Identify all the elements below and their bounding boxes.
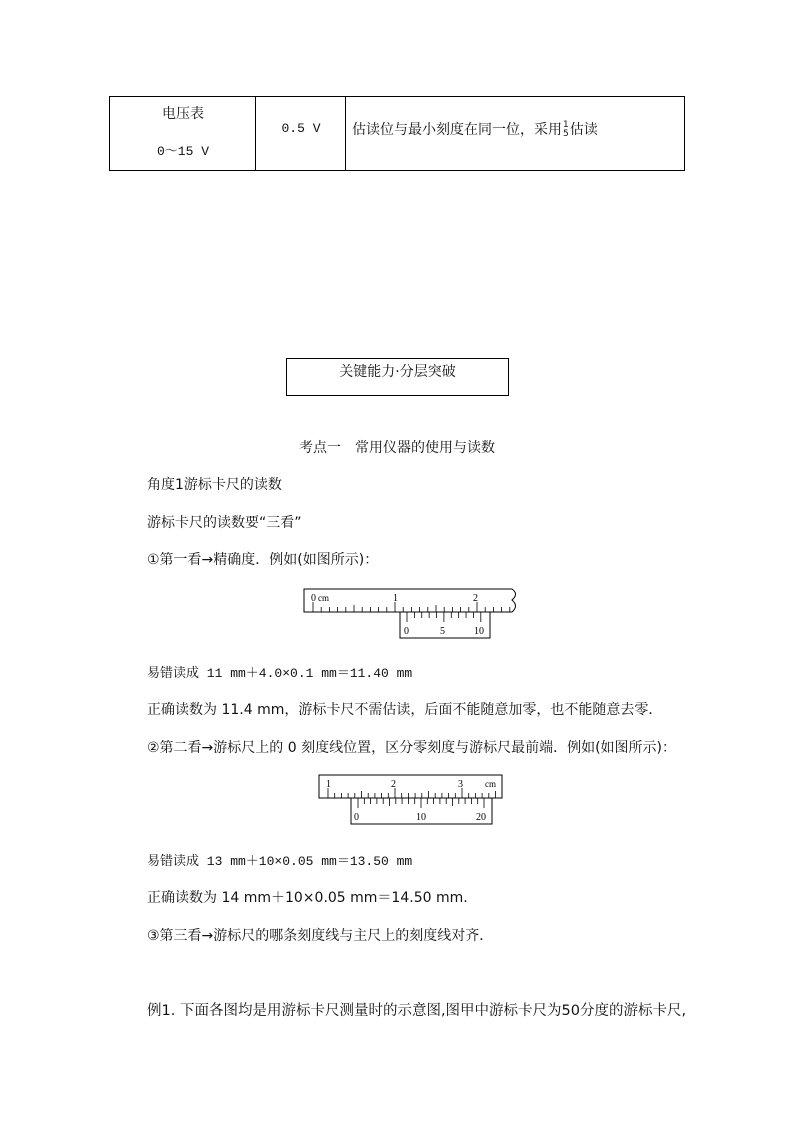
wrong-reading-2: 易错读成 13 mm＋10×0.05 mm＝13.50 mm [147,854,413,869]
main-label-1: 1 [393,593,398,604]
topic-heading: 考点一 常用仪器的使用与读数 [299,440,495,456]
section-title-text: 关键能力·分层突破 [339,364,456,380]
step3-text: ③第三看→游标尺的哪条刻度线与主尺上的刻度线对齐． [147,928,494,944]
section-title [286,358,509,396]
step2-text: ②第二看→游标尺上的 0 刻度线位置，区分零刻度与游标尺最前端．例如(如图所示)： [147,740,677,756]
fraction-numerator: 1 [563,120,569,130]
main-label-0: 0 [311,593,316,604]
method-text-after: 估读 [569,122,598,138]
step1-text: ①第一看→精确度．例如(如图所示)： [147,552,379,568]
main-unit: cm [485,779,496,789]
main-label-3: 3 [458,779,463,790]
vernier-label-20: 20 [476,812,486,823]
method-text [352,119,598,139]
instrument-cell [110,97,256,170]
main-scale-body [319,775,502,798]
vernier-label-5: 5 [440,626,445,637]
main-label-1: 1 [326,779,331,790]
correct-reading-2: 正确读数为 14 mm＋10×0.05 mm＝14.50 mm. [147,890,468,906]
correct-reading-1: 正确读数为 11.4 mm，游标卡尺不需估读，后面不能随意加零，也不能随意去零． [147,702,663,718]
angle1-heading: 角度1游标卡尺的读数 [147,477,282,493]
example1-text: 例1. 下面各图均是用游标卡尺测量时的示意图,图甲中游标卡尺为50分度的游标卡尺, [147,1003,687,1019]
intro-text: 游标卡尺的读数要“三看” [147,515,302,531]
reading-table [109,96,685,171]
main-scale-body [304,589,516,612]
vernier-label-0: 0 [404,626,409,637]
vernier-label-10: 10 [416,812,426,823]
vernier-label-0: 0 [354,812,359,823]
fraction [563,121,569,139]
wrong-reading-1: 易错读成 11 mm＋4.0×0.1 mm＝11.40 mm [147,666,413,681]
method-cell [346,97,684,170]
main-label-2: 2 [391,779,396,790]
method-text-before: 估读位与最小刻度在同一位，采用 [352,122,562,138]
main-unit: cm [318,593,329,603]
instrument-range: 0～15 V [156,144,209,159]
vernier-label-10: 10 [474,626,484,637]
vernier-figure-1 [303,588,523,640]
vernier-figure-2 [318,774,508,826]
precision-value: 0.5 V [281,121,321,136]
fraction-denominator: 5 [563,129,569,139]
precision-cell [256,97,346,170]
main-label-2: 2 [473,593,478,604]
instrument-name: 电压表 [162,106,204,122]
